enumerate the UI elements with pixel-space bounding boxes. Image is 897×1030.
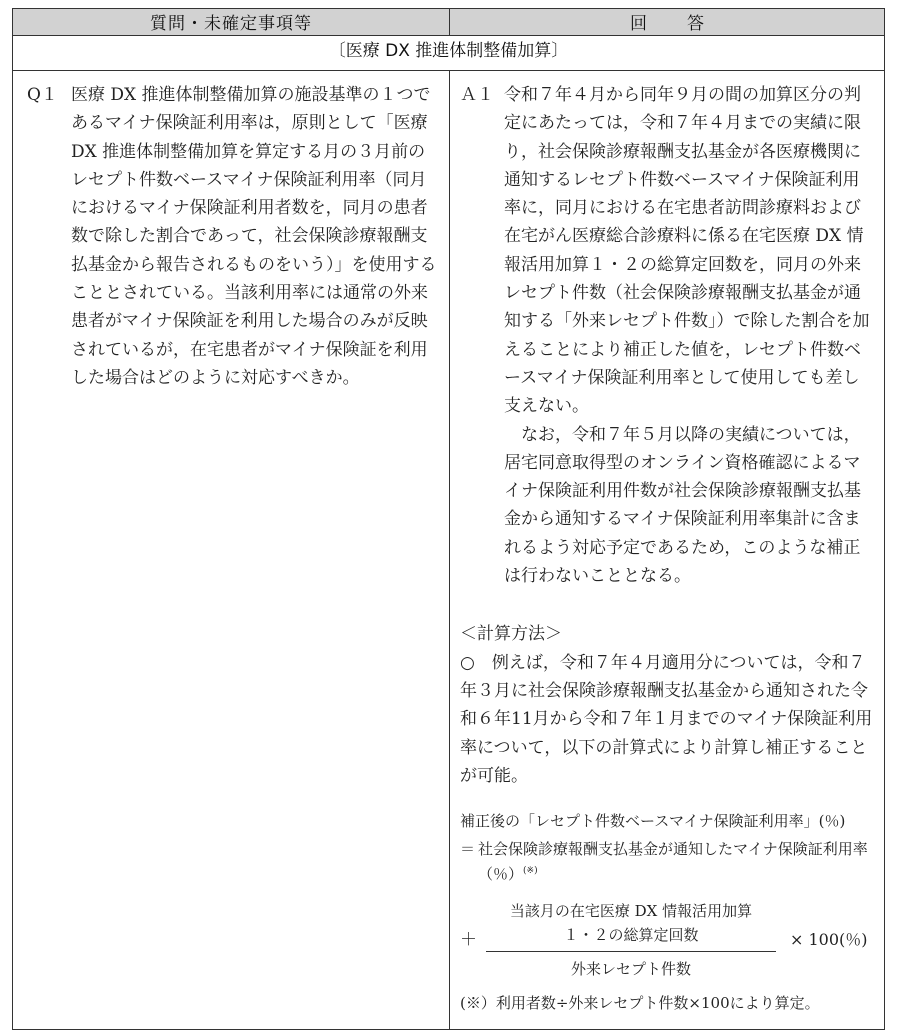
formula-line-2-text: 社会保険診療報酬支払基金が通知したマイナ保険証利用率（％） [478,840,868,884]
question-cell [13,71,450,1030]
answer-block [460,81,876,590]
question-block [27,81,441,392]
answer-cell [450,71,885,1030]
question-column-header: 質問・未確定事項等 [13,9,450,36]
fraction [486,899,776,980]
answer-paragraph-1: 令和７年４月から同年９月の間の加算区分の判定にあたっては，令和７年４月までの実績に限り，社会保険診療報酬支払基金が各医療機関に通知するレセプト件数ベースマイナ保険証利用率に，同月における在宅患者訪問診療料および在宅がん医療総合診療料に係る在宅医療 DX 情報活用加算１・２の総算定回数を，同月の外来レセプト件数（社会保険診療報酬支払基金が通知する「外来レセプト件数」）で除した割合を加えることにより補正した値を，レセプト件数ベースマイナ保険証利用率として使用しても差し支えない。 [504,85,870,417]
question-text: 医療 DX 推進体制整備加算の施設基準の１つであるマイナ保険証利用率は，原則として「医療 DX 推進体制整備加算を算定する月の３月前のレセプト件数ベースマイナ保険証利用率（同月におけるマイナ保険証利用者数を，同月の患者数で除した割合であって，社会保険診療報酬支払基金から報告されるものをいう）」を使用することとされている。当該利用率には通常の外来患者がマイナ保険証を利用した場合のみが反映されているが，在宅患者がマイナ保険証を利用した場合はどのように対応すべきか。 [71,85,437,388]
method-title: ＜計算方法＞ [460,624,562,645]
table-header-row [13,9,885,36]
qa-row [13,71,885,1030]
formula-block [460,810,876,1014]
spacer [460,590,876,620]
footnote: (※）利用者数÷外来レセプト件数×100により算定。 [460,994,820,1013]
numerator-line-2: １・２の総算定回数 [563,926,699,945]
fraction-numerator [486,899,776,952]
section-row [13,36,885,71]
answer-column-header: 回答 [450,9,885,36]
plus-sign: ＋ [460,929,477,950]
numerator-line-1: 当該月の在宅医療 DX 情報活用加算 [509,902,753,921]
equals-sign: ＝ [460,840,476,859]
multiplier: × 100(％) [790,929,868,949]
footnote-mark: (※) [523,866,538,877]
formula-line-2 [460,838,876,885]
fraction-denominator: 外来レセプト件数 [570,960,691,979]
answer-paragraph-2: なお，令和７年５月以降の実績については，居宅同意取得型のオンライン資格確認によるマイナ保険証利用件数が社会保険診療報酬支払基金から通知するマイナ保険証利用率集計に含まれるよう対応予定であるため，このような補正は行わないこととなる。 [504,424,861,587]
question-label: Q１ [27,85,58,105]
answer-body [504,81,876,590]
fraction-row [460,899,876,980]
formula-line-1: 補正後の「レセプト件数ベースマイナ保険証利用率」(％) [460,812,846,831]
section-title: 〔医療 DX 推進体制整備加算〕 [13,36,885,71]
formula-line-2-content [478,838,876,885]
qa-table [12,8,885,1030]
method-text: ○ 例えば，令和７年４月適用分については，令和７年３月に社会保険診療報酬支払基金から通知された令和６年11月から令和７年１月までのマイナ保険証利用率について，以下の計算式により計算し補正することが可能。 [460,652,873,786]
answer-label: Ａ１ [460,85,494,105]
